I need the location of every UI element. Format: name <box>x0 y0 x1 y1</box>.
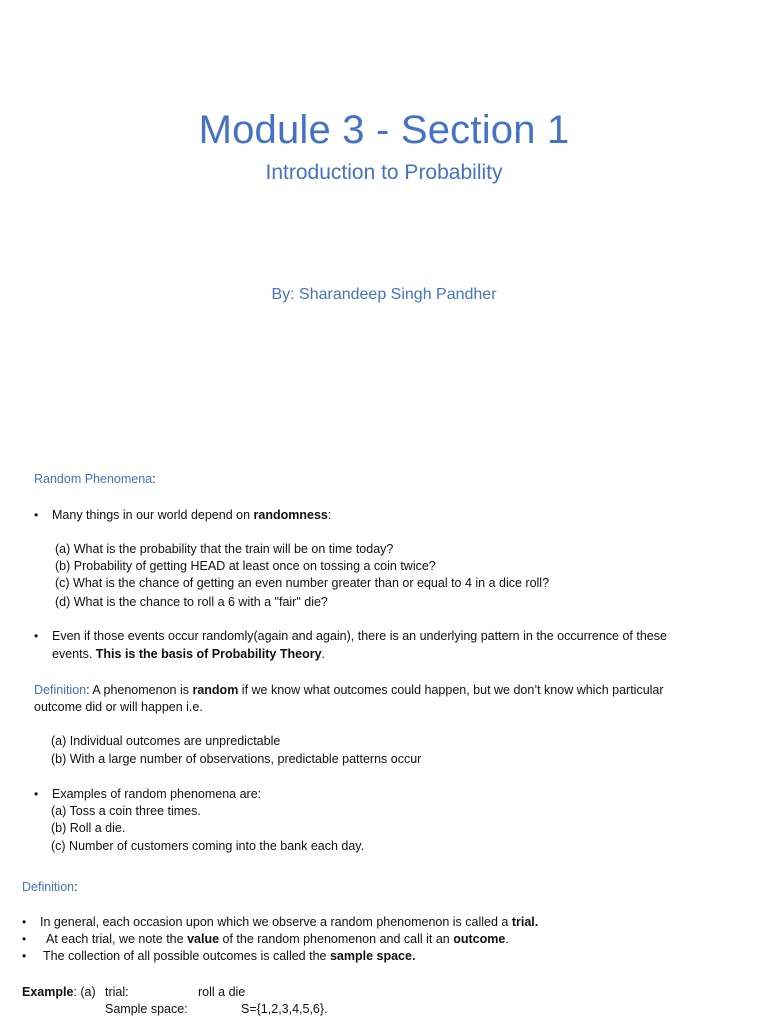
property-item: (b) With a large number of observations, predictable patterns occur <box>51 752 422 766</box>
example-label: Example <box>22 985 74 999</box>
bullet-glyph: • <box>34 787 39 801</box>
page-title: Module 3 - Section 1 <box>198 108 570 152</box>
example-item: (a) Toss a coin three times. <box>51 804 201 818</box>
example-space-value: S={1,2,3,4,5,6}. <box>241 1002 328 1016</box>
example-marker: : (a) <box>73 985 96 999</box>
random-phenomena-heading <box>34 471 156 487</box>
heading-colon: : <box>152 472 156 486</box>
bullet-bold-text: randomness <box>253 508 328 522</box>
definition-bold-text: random <box>192 683 239 697</box>
bullet-text: events. <box>52 647 96 661</box>
definition-bold-text: sample space. <box>329 949 416 963</box>
bullet-glyph: • <box>34 629 39 643</box>
definition-text: At each trial, we note the <box>46 932 188 946</box>
bullet-pattern-line1: Even if those events occur randomly(again and again), there is an underlying pattern in the occurrence of these <box>52 629 667 643</box>
example-item: (b) Roll a die. <box>51 821 126 835</box>
definition-heading <box>22 879 78 895</box>
definition-label: Definition <box>22 880 75 894</box>
bullet-pattern-line2 <box>52 646 325 662</box>
bullet-glyph: • <box>22 932 27 946</box>
bullet-glyph: • <box>34 508 39 522</box>
example-space-label: Sample space: <box>105 1002 188 1016</box>
bullet-glyph: • <box>22 949 27 963</box>
bullet-glyph: • <box>22 915 27 929</box>
definition-text: if we know what outcomes could happen, but we don’t know which particular <box>238 683 664 697</box>
definition-label: Definition <box>34 683 87 697</box>
definition-trial <box>40 914 538 930</box>
definition-text: The collection of all possible outcomes is called the <box>43 949 330 963</box>
definition-text: . <box>505 932 509 946</box>
definition-random-line2: outcome did or will happen i.e. <box>34 700 203 714</box>
page-subtitle: Introduction to Probability <box>265 161 503 184</box>
example-item: (c) Number of customers coming into the bank each day. <box>51 839 365 853</box>
definition-text: In general, each occasion upon which we observe a random phenomenon is called a <box>40 915 512 929</box>
question-item: (d) What is the chance to roll a 6 with a "fair" die? <box>55 595 328 609</box>
examples-intro: Examples of random phenomena are: <box>52 787 262 801</box>
definition-bold-text: trial. <box>511 915 539 929</box>
question-item: (a) What is the probability that the train will be on time today? <box>55 542 394 556</box>
definition-colon: : <box>74 880 78 894</box>
definition-bold-text: value <box>187 932 220 946</box>
property-item: (a) Individual outcomes are unpredictable <box>51 734 281 748</box>
definition-random-line1 <box>34 682 664 698</box>
bullet-bold-text: This is the basis of Probability Theory <box>95 647 322 661</box>
definition-outcome <box>46 931 509 947</box>
definition-sample-space <box>43 948 415 964</box>
question-item: (c) What is the chance of getting an even number greater than or equal to 4 in a dice roll? <box>55 576 550 590</box>
question-item: (b) Probability of getting HEAD at least once on tossing a coin twice? <box>55 559 436 573</box>
section-heading-text: Random Phenomena <box>34 472 153 486</box>
example-trial-label: trial: <box>105 985 129 999</box>
definition-text: of the random phenomenon and call it an <box>219 932 454 946</box>
bullet-randomness <box>52 507 331 523</box>
example-trial-value: roll a die <box>198 985 246 999</box>
definition-text: : A phenomenon is <box>86 683 193 697</box>
example-heading <box>22 984 96 1000</box>
bullet-text: : <box>327 508 332 522</box>
bullet-text: . <box>321 647 326 661</box>
bullet-text: Many things in our world depend on <box>52 508 254 522</box>
author-line: By: Sharandeep Singh Pandher <box>271 286 497 303</box>
definition-bold-text: outcome <box>453 932 506 946</box>
